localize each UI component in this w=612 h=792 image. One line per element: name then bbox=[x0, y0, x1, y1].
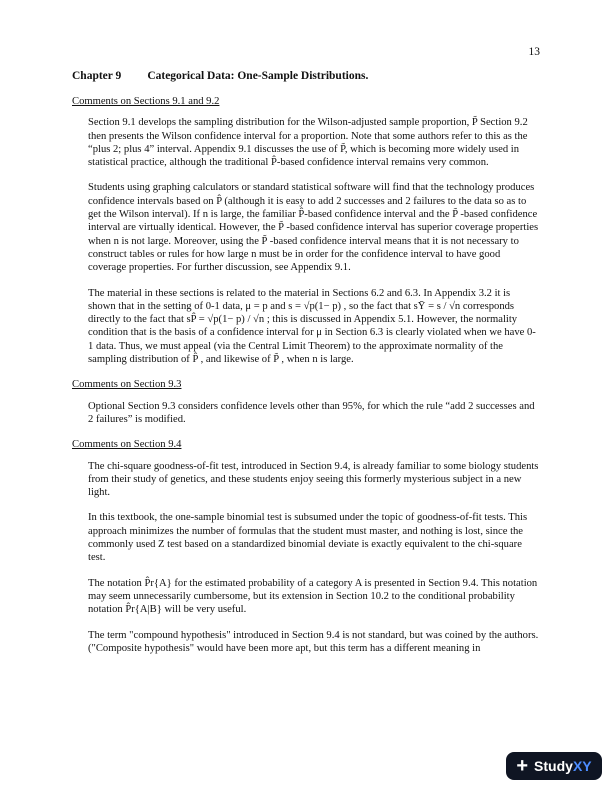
paragraph: In this textbook, the one-sample binomial test is subsumed under the topic of goodness-of-fit tests. This approach minimizes the number of formulas that the student must master, and nothing is lost, since the commonly used Z test based on a standardized binomial deviate is exactly equivalent to the chi-square test. bbox=[88, 512, 528, 564]
chapter-title: Categorical Data: One-Sample Distributions. bbox=[147, 70, 369, 82]
section-heading: Comments on Sections 9.1 and 9.2 bbox=[72, 96, 220, 107]
section-heading: Comments on Section 9.4 bbox=[72, 439, 182, 451]
document-body bbox=[72, 95, 540, 667]
paragraph: Students using graphing calculators or standard statistical software will find that the technology produces confidence intervals based on P̂ (although it is easy to add 2 successes and 2 failures to the data so as to get the Wilson interval). If n is large, the familiar P̂-based confidence interval and the P̃ -based confidence interval are virtually identical. However, the P̃ -based confidence interval has superior coverage properties when n is not large. Moreover, using the P̃ -based confidence interval means that it is not necessary to construct tables or rules for how large n must be in order for the confidence interval to have good coverage properties. For further discussion, see Appendix 9.1. bbox=[88, 182, 539, 274]
studyxy-watermark bbox=[506, 752, 602, 780]
plus-icon: + bbox=[516, 755, 529, 777]
chapter-heading bbox=[72, 70, 368, 82]
section-9-1-9-2 bbox=[72, 95, 540, 366]
paragraph: Optional Section 9.3 considers confidence levels other than 95%, for which the rule “add 2 successes and 2 failures” is modified. bbox=[88, 400, 535, 425]
paragraph: The term "compound hypothesis" introduced in Section 9.4 is not standard, but was coined by the authors. ("Composite hypothesis" would have been more apt, but this term has a different meaning in bbox=[88, 629, 539, 654]
paragraph: The material in these sections is related to the material in Sections 6.2 and 6.3. In Appendix 3.2 it is shown that in the setting of 0-1 data, μ = p and s = √p(1− p) , so the fact that sȲ = s / √n corresponds directly to the fact that sP̂ = √p(1− p) / √n ; this is discussed in Appendix 5.1. However, the normality condition that is the basis of a confidence interval for μ in Section 6.3 is clearly violated when we have 0-1 data. Thus, we must appeal (via the Central Limit Theorem) to the approximate normality of the sampling distribution of P̂ , and likewise of P̃ , when n is large. bbox=[88, 287, 536, 366]
chapter-label: Chapter 9 bbox=[72, 70, 122, 82]
paragraph: Section 9.1 develops the sampling distribution for the Wilson-adjusted sample proportion, P̃ Section 9.2 then presents the Wilson confidence interval for a proportion. Note that some authors refer to this as the “plus 2; plus 4” interval. Appendix 9.1 discusses the use of P̃, which is becoming more widely used in statistical practice, although the traditional P̂-based confidence interval remains very common. bbox=[88, 117, 528, 169]
watermark-text-xy: XY bbox=[572, 758, 592, 774]
section-9-3 bbox=[72, 378, 540, 426]
watermark-text-study: Study bbox=[534, 758, 573, 774]
paragraph: The chi-square goodness-of-fit test, introduced in Section 9.4, is already familiar to some biology students from their study of genetics, and these students enjoy seeing this formerly mysterious subject in a new light. bbox=[88, 460, 539, 499]
paragraph: The notation P̂r{A} for the estimated probability of a category A is presented in Section 9.4. This notation may seem unnecessarily cumbersome, but its extension in Section 10.2 to the conditional probability notation P̂r{A|B} will be very useful. bbox=[88, 577, 538, 616]
section-heading: Comments on Section 9.3 bbox=[72, 379, 182, 391]
page-number: 13 bbox=[528, 46, 540, 58]
section-9-4 bbox=[72, 438, 540, 655]
